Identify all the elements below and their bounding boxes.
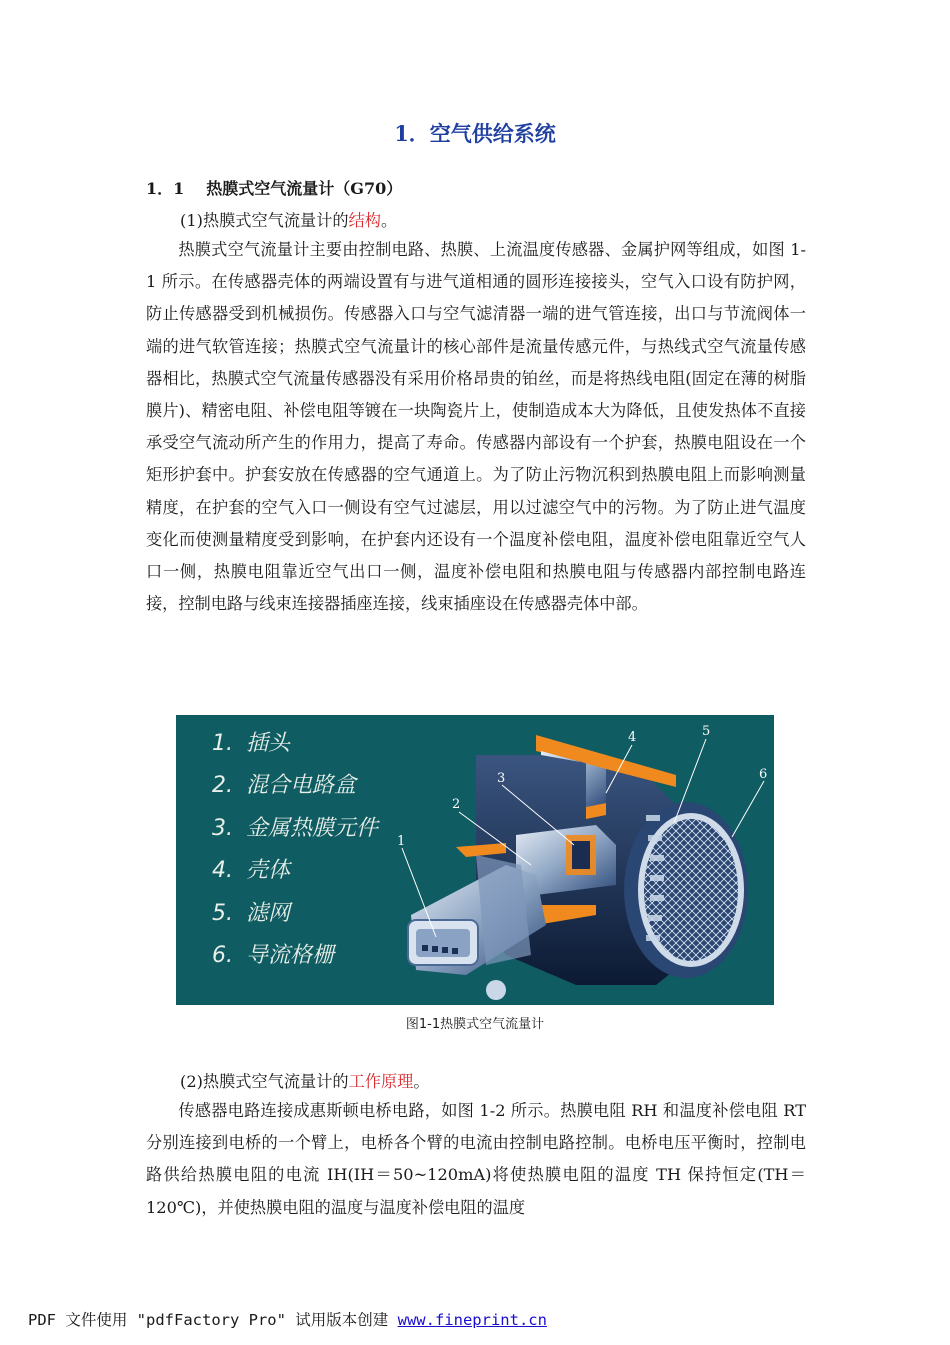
paragraph-structure: 热膜式空气流量计主要由控制电路、热膜、上流温度传感器、金属护网等组成，如图 1-1 所示。在传感器壳体的两端设置有与进气道相通的圆形连接接头，空气入口设有防护网，防止传感器受到机械损伤。传感器入口与空气滤清器一端的进气管连接，出口与节流阀体一端的进气软管连接；热膜式空气流量计的核心部件是流量传感元件，与热线式空气流量传感器相比，热膜式空气流量传感器没有采用价格昂贵的铂丝，而是将热线电阻(固定在薄的树脂膜片)、精密电阻、补偿电阻等镀在一块陶瓷片上，使制造成本大为降低，且使发热体不直接承受空气流动所产生的作用力，提高了寿命。传感器内部设有一个护套，热膜电阻设在一个矩形护套中。护套安放在传感器的空气通道上。为了防止污物沉积到热膜电阻上而影响测量精度，在护套的空气入口一侧设有空气过滤层，用以过滤空气中的污物。为了防止进气温度变化而使测量精度受到影响，在护套内还设有一个温度补偿电阻，温度补偿电阻靠近空气人口一侧，热膜电阻靠近空气出口一侧，温度补偿电阻和热膜电阻与传感器内部控制电路连接，控制电路与线束连接器插座连接，线束插座设在传感器壳体中部。 — [146, 240, 806, 614]
subheading-principle — [180, 1068, 430, 1092]
subheading-prefix: (2)热膜式空气流量计的 — [180, 1072, 349, 1091]
figure-caption: 图1-1热膜式空气流量计 — [405, 1017, 545, 1032]
legend-item: 6. 导流格栅 — [212, 942, 335, 968]
page-title: 1．空气供给系统 — [394, 121, 556, 146]
section-number: 1．1 — [146, 179, 185, 198]
subheading-highlight: 工作原理 — [348, 1072, 414, 1091]
subheading-suffix: 。 — [381, 211, 398, 230]
callout-5: 5 — [702, 724, 711, 739]
legend-item: 3. 金属热膜元件 — [212, 815, 379, 841]
footer-watermark — [28, 1308, 547, 1330]
subheading-highlight: 结构 — [348, 211, 381, 230]
figure-airflow-meter — [176, 715, 774, 1005]
section-title: 热膜式空气流量计（G70） — [206, 179, 403, 198]
callout-4: 4 — [628, 730, 637, 745]
callout-6: 6 — [759, 767, 768, 782]
figure-legend — [212, 723, 378, 977]
callout-2: 2 — [452, 797, 461, 812]
legend-item: 1. 插头 — [212, 731, 291, 756]
paragraph-principle: 传感器电路连接成惠斯顿电桥电路，如图 1-2 所示。热膜电阻 RH 和温度补偿电阻 RT 分别连接到电桥的一个臂上，电桥各个臂的电流由控制电路控制。电桥电压平衡时，控制电路供给热膜电阻的电流 IH(IH＝50~120mA)将使热膜电阻的温度 TH 保持恒定(TH＝120℃)，并使热膜电阻的温度与温度补偿电阻的温度 — [146, 1101, 806, 1217]
callout-3: 3 — [497, 771, 506, 786]
section-heading — [146, 176, 402, 199]
subheading-prefix: (1)热膜式空气流量计的 — [180, 211, 349, 230]
footer-link[interactable]: www.fineprint.cn — [397, 1311, 547, 1329]
subheading-structure — [180, 207, 397, 231]
legend-item: 5. 滤网 — [212, 900, 291, 926]
subheading-suffix: 。 — [413, 1072, 430, 1091]
legend-item: 2. 混合电路盒 — [212, 773, 357, 799]
legend-item: 4. 壳体 — [212, 858, 291, 884]
callout-1: 1 — [397, 834, 406, 849]
footer-text: PDF 文件使用 "pdfFactory Pro" 试用版本创建 — [28, 1311, 398, 1329]
